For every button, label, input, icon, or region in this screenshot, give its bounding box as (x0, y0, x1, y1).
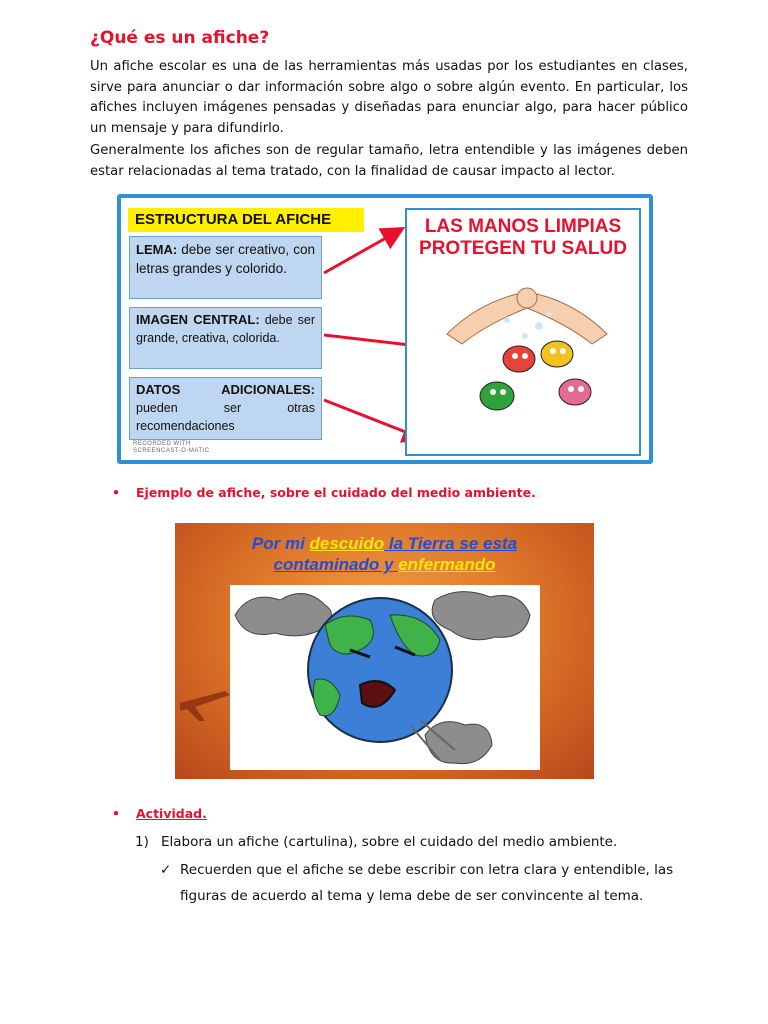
bullet-marker: • (112, 806, 120, 821)
intro-paragraph: Un afiche escolar es una de las herramientas más usadas por los estudiantes en clases, sirve para anunciar o dar información sobre algo o sobre algún evento. En particular, los afiches incluyen imágenes pensadas y diseñadas para enunciar algo, para hacer público un mensaje y para difundirlo. (90, 59, 688, 136)
slogan-part-2: descuido (309, 534, 385, 553)
additional-data-label: DATOS ADICIONALES: (136, 382, 315, 397)
structure-header: ESTRUCTURA DEL AFICHE (128, 208, 364, 232)
yellow-germ (541, 341, 573, 367)
slogan-part-4: contaminado y (273, 555, 399, 574)
sick-earth-illustration (230, 585, 540, 770)
poster-slogan: LAS MANOS LIMPIAS PROTEGEN TU SALUD (419, 216, 627, 259)
smoke-cloud-left (235, 594, 331, 636)
checkmark-icon: ✓ (160, 862, 172, 878)
left-arm (447, 294, 527, 344)
earth-poster-figure (175, 523, 594, 779)
red-germ (503, 346, 535, 372)
lema-arrow (324, 230, 400, 273)
green-germ (480, 382, 514, 410)
hands-and-germs-illustration (407, 284, 639, 454)
slogan-part-3: la Tierra se esta (384, 534, 518, 553)
central-image-label: IMAGEN CENTRAL: (136, 312, 260, 327)
additional-data-text: pueden ser otras recomendaciones (136, 401, 315, 433)
page-title: ¿Qué es un afiche? (90, 28, 270, 48)
bullet-marker: • (112, 485, 120, 500)
central-image-text: debe ser grande, creativa, colorida. (136, 313, 315, 345)
pink-germ (559, 379, 591, 405)
watermark-line-1: RECORDED WITH (133, 441, 191, 447)
step-text: Elabora un afiche (cartulina), sobre el cuidado del medio ambiente. (161, 834, 618, 850)
size-paragraph: Generalmente los afiches son de regular tamaño, letra entendible y las imágenes deben estar relacionadas al tema tratado, con la finalidad de causar impacto al lector. (90, 143, 688, 179)
watermark-line-2: SCREENCAST-O-MATIC (133, 448, 210, 454)
activity-heading: Actividad. (136, 806, 207, 821)
hand-washing-poster (405, 208, 641, 456)
slogan-part-5: enfermando (398, 555, 496, 574)
poster-structure-figure (117, 194, 653, 464)
smoke-cloud-bottom (425, 722, 492, 764)
reminder-text: Recuerden que el afiche se debe escribir con letra clara y entendible, las figuras de acuerdo al tema y lema debe de ser convincente al tema. (180, 862, 674, 904)
lema-text: debe ser creativo, con letras grandes y colorido. (136, 242, 315, 276)
example-bullet-text: Ejemplo de afiche, sobre el cuidado del medio ambiente. (136, 485, 536, 500)
earth-globe (308, 598, 452, 742)
earth-illustration-panel (230, 585, 540, 770)
step-number: 1) (135, 834, 149, 850)
lema-label: LEMA: (136, 242, 178, 257)
smoke-cloud-right (432, 592, 530, 640)
airplane-silhouette (175, 673, 235, 723)
earth-poster-slogan (175, 533, 594, 575)
slogan-part-1: Por mi (251, 534, 310, 553)
right-arm (527, 294, 607, 344)
